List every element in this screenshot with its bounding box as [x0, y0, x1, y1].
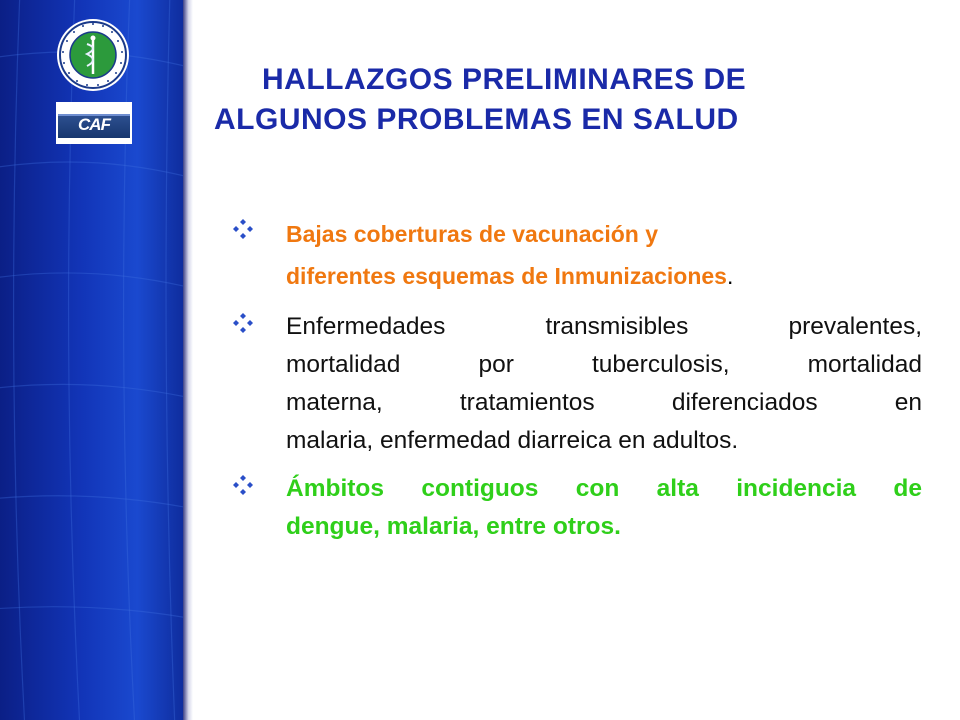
sidebar-divider	[183, 0, 193, 720]
diamond-bullet-icon	[232, 218, 254, 240]
bullet-item-diseases	[232, 308, 922, 460]
sidebar-panel	[0, 0, 183, 720]
bullet-1-line-2: diferentes esquemas de Inmunizaciones	[286, 263, 727, 289]
bullet-item-vaccination	[232, 214, 922, 296]
bullet-1-period: .	[726, 263, 734, 289]
title-line-2: ALGUNOS PROBLEMAS EN SALUD	[214, 103, 739, 136]
diamond-bullet-icon	[232, 474, 254, 496]
bullet-3-line-2: dengue, malaria, entre otros.	[286, 513, 621, 540]
caf-logo	[56, 102, 132, 144]
bullet-3-line-1: Ámbitos contiguos con alta incidencia de	[286, 475, 922, 502]
slide-title	[214, 60, 914, 140]
bullet-item-contiguous-areas	[232, 470, 922, 546]
bullet-1-line-1: Bajas coberturas de vacunación y	[286, 221, 658, 247]
bullet-2-line-4: malaria, enfermedad diarreica en adultos	[286, 427, 732, 454]
bullet-list	[232, 214, 922, 546]
bullet-2-line-2: mortalidad por tuberculosis, mortalidad	[286, 351, 922, 378]
caf-logo-text: CAF	[78, 115, 110, 134]
title-line-1: HALLAZGOS PRELIMINARES DE	[262, 63, 747, 96]
diamond-bullet-icon	[232, 312, 254, 334]
bullet-2-line-3: materna, tratamientos diferenciados en	[286, 389, 922, 416]
bullet-2-period: .	[731, 427, 739, 454]
oas-logo	[56, 18, 130, 92]
bullet-2-line-1: Enfermedades transmisibles prevalentes,	[286, 313, 922, 340]
